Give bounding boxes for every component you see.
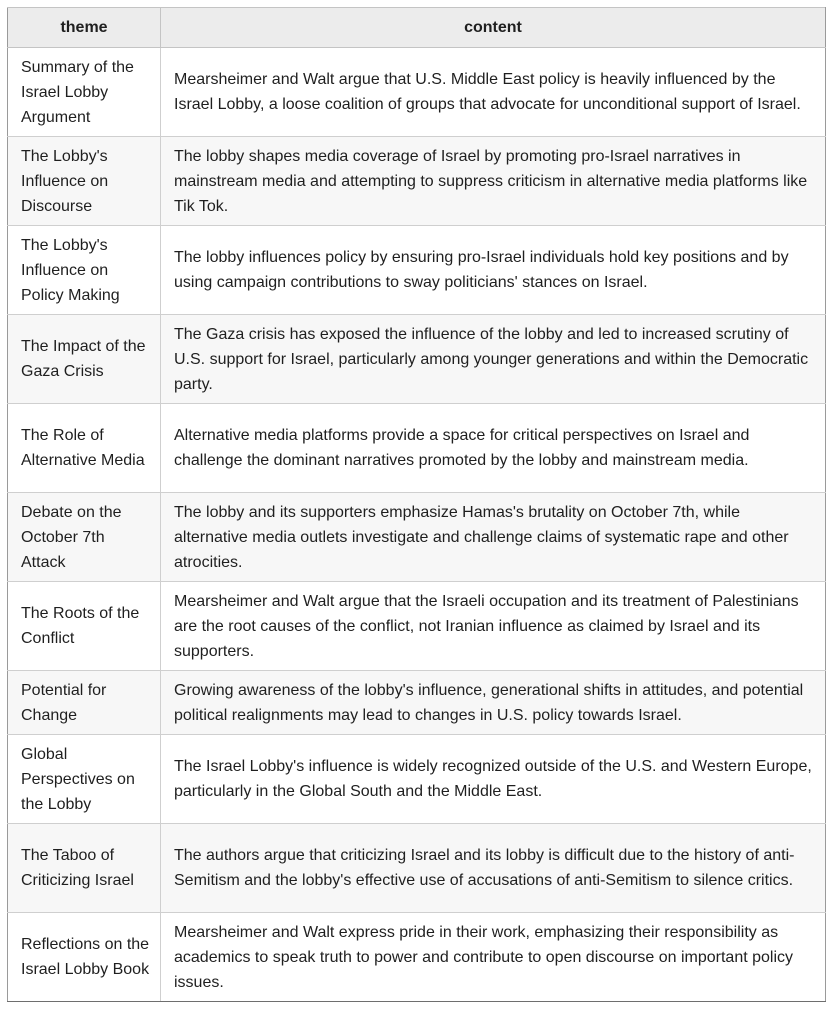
header-theme: theme xyxy=(8,8,161,48)
content-cell: Growing awareness of the lobby's influence, generational shifts in attitudes, and potential political realignments may lead to changes in U.S. policy towards Israel. xyxy=(161,671,826,735)
content-cell: Alternative media platforms provide a space for critical perspectives on Israel and challenge the dominant narratives promoted by the lobby and mainstream media. xyxy=(161,404,826,493)
theme-cell: Potential for Change xyxy=(8,671,161,735)
table-row xyxy=(8,226,826,315)
content-cell: Mearsheimer and Walt argue that U.S. Middle East policy is heavily influenced by the Israel Lobby, a loose coalition of groups that advocate for unconditional support of Israel. xyxy=(161,48,826,137)
header-row xyxy=(8,8,826,48)
header-content: content xyxy=(161,8,826,48)
table-row xyxy=(8,671,826,735)
theme-cell: Summary of the Israel Lobby Argument xyxy=(8,48,161,137)
table-body xyxy=(8,48,826,1002)
content-cell: Mearsheimer and Walt argue that the Israeli occupation and its treatment of Palestinians are the root causes of the conflict, not Iranian influence as claimed by Israel and its supporters. xyxy=(161,582,826,671)
table-row xyxy=(8,735,826,824)
content-cell: The lobby and its supporters emphasize Hamas's brutality on October 7th, while alternative media outlets investigate and challenge claims of systematic rape and other atrocities. xyxy=(161,493,826,582)
theme-cell: Reflections on the Israel Lobby Book xyxy=(8,913,161,1002)
theme-cell: The Impact of the Gaza Crisis xyxy=(8,315,161,404)
table-row xyxy=(8,582,826,671)
table-container xyxy=(7,7,825,1002)
table-row xyxy=(8,913,826,1002)
table-row xyxy=(8,137,826,226)
content-cell: The lobby shapes media coverage of Israel by promoting pro-Israel narratives in mainstream media and attempting to suppress criticism in alternative media platforms like Tik Tok. xyxy=(161,137,826,226)
table-row xyxy=(8,493,826,582)
table-header xyxy=(8,8,826,48)
table-row xyxy=(8,48,826,137)
themes-table xyxy=(7,7,826,1002)
content-cell: The lobby influences policy by ensuring pro-Israel individuals hold key positions and by using campaign contributions to sway politicians' stances on Israel. xyxy=(161,226,826,315)
content-cell: The authors argue that criticizing Israel and its lobby is difficult due to the history of anti-Semitism and the lobby's effective use of accusations of anti-Semitism to silence critics. xyxy=(161,824,826,913)
theme-cell: The Roots of the Conflict xyxy=(8,582,161,671)
content-cell: The Gaza crisis has exposed the influence of the lobby and led to increased scrutiny of U.S. support for Israel, particularly among younger generations and within the Democratic party. xyxy=(161,315,826,404)
table-row xyxy=(8,824,826,913)
theme-cell: The Role of Alternative Media xyxy=(8,404,161,493)
theme-cell: Debate on the October 7th Attack xyxy=(8,493,161,582)
theme-cell: The Taboo of Criticizing Israel xyxy=(8,824,161,913)
table-row xyxy=(8,315,826,404)
theme-cell: Global Perspectives on the Lobby xyxy=(8,735,161,824)
theme-cell: The Lobby's Influence on Policy Making xyxy=(8,226,161,315)
content-cell: Mearsheimer and Walt express pride in their work, emphasizing their responsibility as academics to speak truth to power and contribute to open discourse on important policy issues. xyxy=(161,913,826,1002)
table-row xyxy=(8,404,826,493)
theme-cell: The Lobby's Influence on Discourse xyxy=(8,137,161,226)
content-cell: The Israel Lobby's influence is widely recognized outside of the U.S. and Western Europe, particularly in the Global South and the Middle East. xyxy=(161,735,826,824)
